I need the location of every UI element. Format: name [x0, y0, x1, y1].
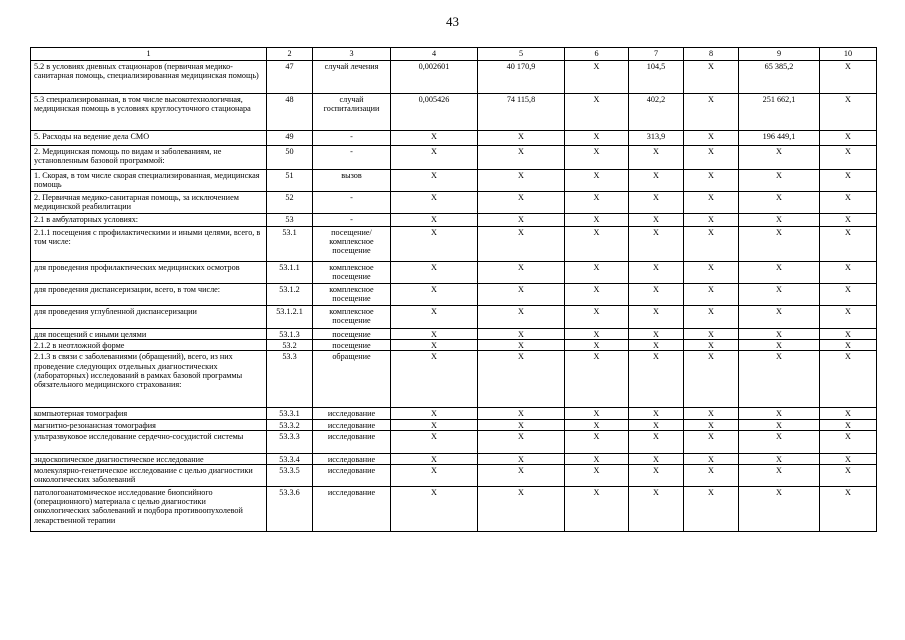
col-6-cell: X	[565, 227, 629, 262]
row-number-cell: 53.1.3	[267, 329, 313, 340]
col-8-cell: X	[684, 170, 739, 192]
table-row	[31, 419, 877, 430]
col-4-cell: X	[391, 170, 478, 192]
row-label-cell: для проведения углубленной диспансеризации	[31, 306, 267, 329]
col-7-cell: X	[629, 340, 684, 351]
col-5-cell: 74 115,8	[478, 94, 565, 131]
row-number-cell: 53.3.5	[267, 464, 313, 486]
row-number-cell: 53.3.6	[267, 486, 313, 531]
col-4-cell: X	[391, 306, 478, 329]
col-6-cell: X	[565, 192, 629, 214]
col-9-cell: X	[739, 146, 820, 170]
row-number-cell: 53.1.2.1	[267, 306, 313, 329]
col-10-cell: X	[820, 170, 877, 192]
col-6-cell: X	[565, 94, 629, 131]
col-8-cell: X	[684, 453, 739, 464]
col-6-cell: X	[565, 486, 629, 531]
col-9-cell: X	[739, 486, 820, 531]
col-4-cell: X	[391, 214, 478, 227]
row-number-cell: 53.2	[267, 340, 313, 351]
table-row	[31, 464, 877, 486]
col-5-cell: X	[478, 329, 565, 340]
col-4-cell: X	[391, 419, 478, 430]
row-label-cell: молекулярно-генетическое исследование с целью диагностики онкологических заболеваний	[31, 464, 267, 486]
col-4-cell: X	[391, 486, 478, 531]
col-8-cell: X	[684, 284, 739, 306]
col-7-cell: X	[629, 170, 684, 192]
unit-cell: исследование	[313, 419, 391, 430]
col-9-cell: X	[739, 262, 820, 284]
col-7-cell: 104,5	[629, 61, 684, 94]
col-4-cell: X	[391, 430, 478, 453]
col-7-cell: X	[629, 351, 684, 408]
col-7-cell: 313,9	[629, 131, 684, 146]
col-8-cell: X	[684, 61, 739, 94]
unit-cell: вызов	[313, 170, 391, 192]
col-8-cell: X	[684, 214, 739, 227]
col-9-cell: X	[739, 464, 820, 486]
col-10-cell: X	[820, 408, 877, 419]
col-5-cell: X	[478, 170, 565, 192]
col-10-cell: X	[820, 227, 877, 262]
col-7-cell: X	[629, 329, 684, 340]
column-header: 5	[478, 48, 565, 61]
col-8-cell: X	[684, 146, 739, 170]
col-10-cell: X	[820, 453, 877, 464]
col-8-cell: X	[684, 419, 739, 430]
column-header: 4	[391, 48, 478, 61]
col-7-cell: X	[629, 486, 684, 531]
col-9-cell: X	[739, 227, 820, 262]
col-6-cell: X	[565, 329, 629, 340]
col-8-cell: X	[684, 351, 739, 408]
col-6-cell: X	[565, 306, 629, 329]
col-8-cell: X	[684, 340, 739, 351]
col-9-cell: X	[739, 340, 820, 351]
column-header: 1	[31, 48, 267, 61]
col-4-cell: X	[391, 340, 478, 351]
column-header: 6	[565, 48, 629, 61]
col-6-cell: X	[565, 146, 629, 170]
table-row	[31, 408, 877, 419]
col-5-cell: X	[478, 227, 565, 262]
row-label-cell: для проведения диспансеризации, всего, в том числе:	[31, 284, 267, 306]
unit-cell: случай госпитализации	[313, 94, 391, 131]
col-10-cell: X	[820, 61, 877, 94]
col-9-cell: X	[739, 329, 820, 340]
col-9-cell: X	[739, 419, 820, 430]
row-label-cell: ультразвуковое исследование сердечно-сосудистой системы	[31, 430, 267, 453]
col-5-cell: X	[478, 464, 565, 486]
col-8-cell: X	[684, 306, 739, 329]
col-9-cell: 196 449,1	[739, 131, 820, 146]
column-header: 10	[820, 48, 877, 61]
col-5-cell: X	[478, 351, 565, 408]
col-8-cell: X	[684, 94, 739, 131]
row-number-cell: 53.3.1	[267, 408, 313, 419]
row-number-cell: 47	[267, 61, 313, 94]
row-number-cell: 49	[267, 131, 313, 146]
unit-cell: исследование	[313, 464, 391, 486]
col-6-cell: X	[565, 61, 629, 94]
row-number-cell: 53.3.3	[267, 430, 313, 453]
row-number-cell: 53.3.2	[267, 419, 313, 430]
unit-cell: комплексное посещение	[313, 284, 391, 306]
col-6-cell: X	[565, 430, 629, 453]
col-7-cell: 402,2	[629, 94, 684, 131]
unit-cell: исследование	[313, 430, 391, 453]
col-5-cell: X	[478, 306, 565, 329]
table-row	[31, 214, 877, 227]
col-7-cell: X	[629, 284, 684, 306]
row-label-cell: патологоанатомическое исследование биопсийного (операционного) материала с целью диагностики онкологических заболеваний и подбора противоопухолевой лекарственной терапии	[31, 486, 267, 531]
col-10-cell: X	[820, 146, 877, 170]
table-row	[31, 329, 877, 340]
col-10-cell: X	[820, 329, 877, 340]
col-9-cell: 251 662,1	[739, 94, 820, 131]
col-9-cell: X	[739, 430, 820, 453]
col-5-cell: 40 170,9	[478, 61, 565, 94]
col-10-cell: X	[820, 284, 877, 306]
unit-cell: -	[313, 214, 391, 227]
table-row	[31, 131, 877, 146]
column-header: 7	[629, 48, 684, 61]
col-6-cell: X	[565, 131, 629, 146]
col-5-cell: X	[478, 453, 565, 464]
col-5-cell: X	[478, 408, 565, 419]
col-7-cell: X	[629, 464, 684, 486]
unit-cell: комплексное посещение	[313, 306, 391, 329]
col-9-cell: X	[739, 351, 820, 408]
row-label-cell: эндоскопическое диагностическое исследование	[31, 453, 267, 464]
row-label-cell: магнитно-резонансная томография	[31, 419, 267, 430]
row-number-cell: 52	[267, 192, 313, 214]
col-8-cell: X	[684, 486, 739, 531]
unit-cell: комплексное посещение	[313, 262, 391, 284]
col-10-cell: X	[820, 262, 877, 284]
table-row	[31, 453, 877, 464]
row-label-cell: 2.1.1 посещения с профилактическими и иными целями, всего, в том числе:	[31, 227, 267, 262]
row-label-cell: 2.1.2 в неотложной форме	[31, 340, 267, 351]
row-label-cell: для проведения профилактических медицинских осмотров	[31, 262, 267, 284]
col-8-cell: X	[684, 329, 739, 340]
col-4-cell: X	[391, 284, 478, 306]
table-row	[31, 430, 877, 453]
row-number-cell: 53.1	[267, 227, 313, 262]
unit-cell: случай лечения	[313, 61, 391, 94]
col-5-cell: X	[478, 131, 565, 146]
col-4-cell: X	[391, 146, 478, 170]
page-number: 43	[446, 14, 459, 29]
col-6-cell: X	[565, 284, 629, 306]
col-7-cell: X	[629, 192, 684, 214]
table-body	[31, 61, 877, 532]
row-number-cell: 53.3.4	[267, 453, 313, 464]
table-row	[31, 340, 877, 351]
table-row	[31, 262, 877, 284]
column-number-row	[31, 48, 877, 61]
col-10-cell: X	[820, 340, 877, 351]
unit-cell: посещение	[313, 329, 391, 340]
col-7-cell: X	[629, 262, 684, 284]
col-8-cell: X	[684, 262, 739, 284]
col-4-cell: X	[391, 192, 478, 214]
col-5-cell: X	[478, 419, 565, 430]
table-row	[31, 351, 877, 408]
row-label-cell: для посещений с иными целями	[31, 329, 267, 340]
row-label-cell: 5. Расходы на ведение дела СМО	[31, 131, 267, 146]
col-9-cell: X	[739, 408, 820, 419]
col-10-cell: X	[820, 464, 877, 486]
col-5-cell: X	[478, 284, 565, 306]
col-6-cell: X	[565, 170, 629, 192]
row-label-cell: 2.1 в амбулаторных условиях:	[31, 214, 267, 227]
row-label-cell: 5.3 специализированная, в том числе высокотехнологичная, медицинская помощь в условиях круглосуточного стационара	[31, 94, 267, 131]
table-row	[31, 192, 877, 214]
row-label-cell: 1. Скорая, в том числе скорая специализированная, медицинская помощь	[31, 170, 267, 192]
row-number-cell: 48	[267, 94, 313, 131]
col-9-cell: 65 385,2	[739, 61, 820, 94]
col-4-cell: X	[391, 227, 478, 262]
column-header: 8	[684, 48, 739, 61]
row-number-cell: 51	[267, 170, 313, 192]
col-10-cell: X	[820, 351, 877, 408]
data-table	[30, 47, 877, 532]
col-7-cell: X	[629, 214, 684, 227]
table-row	[31, 146, 877, 170]
col-5-cell: X	[478, 340, 565, 351]
column-header: 2	[267, 48, 313, 61]
table-row	[31, 306, 877, 329]
col-4-cell: 0,002601	[391, 61, 478, 94]
table-row	[31, 170, 877, 192]
col-4-cell: X	[391, 453, 478, 464]
row-number-cell: 53.1.2	[267, 284, 313, 306]
col-7-cell: X	[629, 430, 684, 453]
row-label-cell: 2.1.3 в связи с заболеваниями (обращений), всего, из них проведение следующих отдельных диагностических (лабораторных) исследований в рамках базовой программы обязательного медицинского страхования:	[31, 351, 267, 408]
col-7-cell: X	[629, 408, 684, 419]
col-9-cell: X	[739, 192, 820, 214]
row-label-cell: 2. Медицинская помощь по видам и заболеваниям, не установленным базовой программой:	[31, 146, 267, 170]
table-row	[31, 61, 877, 94]
col-8-cell: X	[684, 192, 739, 214]
col-10-cell: X	[820, 131, 877, 146]
col-7-cell: X	[629, 419, 684, 430]
col-9-cell: X	[739, 170, 820, 192]
unit-cell: посещение/ комплексное посещение	[313, 227, 391, 262]
col-5-cell: X	[478, 214, 565, 227]
unit-cell: исследование	[313, 453, 391, 464]
unit-cell: исследование	[313, 408, 391, 419]
col-9-cell: X	[739, 214, 820, 227]
col-8-cell: X	[684, 464, 739, 486]
col-4-cell: X	[391, 408, 478, 419]
unit-cell: посещение	[313, 340, 391, 351]
col-7-cell: X	[629, 146, 684, 170]
row-number-cell: 50	[267, 146, 313, 170]
row-label-cell: 2. Первичная медико-санитарная помощь, за исключением медицинской реабилитации	[31, 192, 267, 214]
unit-cell: -	[313, 146, 391, 170]
col-8-cell: X	[684, 430, 739, 453]
col-6-cell: X	[565, 351, 629, 408]
col-7-cell: X	[629, 227, 684, 262]
col-10-cell: X	[820, 486, 877, 531]
col-10-cell: X	[820, 430, 877, 453]
col-5-cell: X	[478, 146, 565, 170]
col-7-cell: X	[629, 453, 684, 464]
col-8-cell: X	[684, 408, 739, 419]
column-header: 3	[313, 48, 391, 61]
unit-cell: -	[313, 131, 391, 146]
col-4-cell: X	[391, 464, 478, 486]
col-5-cell: X	[478, 262, 565, 284]
row-number-cell: 53.3	[267, 351, 313, 408]
col-4-cell: X	[391, 351, 478, 408]
col-5-cell: X	[478, 192, 565, 214]
col-10-cell: X	[820, 192, 877, 214]
col-6-cell: X	[565, 464, 629, 486]
unit-cell: исследование	[313, 486, 391, 531]
column-header: 9	[739, 48, 820, 61]
row-number-cell: 53	[267, 214, 313, 227]
table-row	[31, 284, 877, 306]
col-4-cell: X	[391, 329, 478, 340]
col-9-cell: X	[739, 284, 820, 306]
col-4-cell: 0,005426	[391, 94, 478, 131]
unit-cell: -	[313, 192, 391, 214]
col-10-cell: X	[820, 94, 877, 131]
col-6-cell: X	[565, 214, 629, 227]
col-6-cell: X	[565, 262, 629, 284]
col-4-cell: X	[391, 131, 478, 146]
col-6-cell: X	[565, 419, 629, 430]
col-9-cell: X	[739, 453, 820, 464]
col-8-cell: X	[684, 131, 739, 146]
row-number-cell: 53.1.1	[267, 262, 313, 284]
col-6-cell: X	[565, 453, 629, 464]
row-label-cell: компьютерная томография	[31, 408, 267, 419]
col-6-cell: X	[565, 340, 629, 351]
col-10-cell: X	[820, 419, 877, 430]
col-4-cell: X	[391, 262, 478, 284]
col-10-cell: X	[820, 214, 877, 227]
col-9-cell: X	[739, 306, 820, 329]
col-6-cell: X	[565, 408, 629, 419]
col-5-cell: X	[478, 486, 565, 531]
table-row	[31, 94, 877, 131]
table-row	[31, 227, 877, 262]
col-7-cell: X	[629, 306, 684, 329]
col-8-cell: X	[684, 227, 739, 262]
table-row	[31, 486, 877, 531]
col-10-cell: X	[820, 306, 877, 329]
unit-cell: обращение	[313, 351, 391, 408]
row-label-cell: 5.2 в условиях дневных стационаров (первичная медико-санитарная помощь, специализированная медицинская помощь)	[31, 61, 267, 94]
col-5-cell: X	[478, 430, 565, 453]
